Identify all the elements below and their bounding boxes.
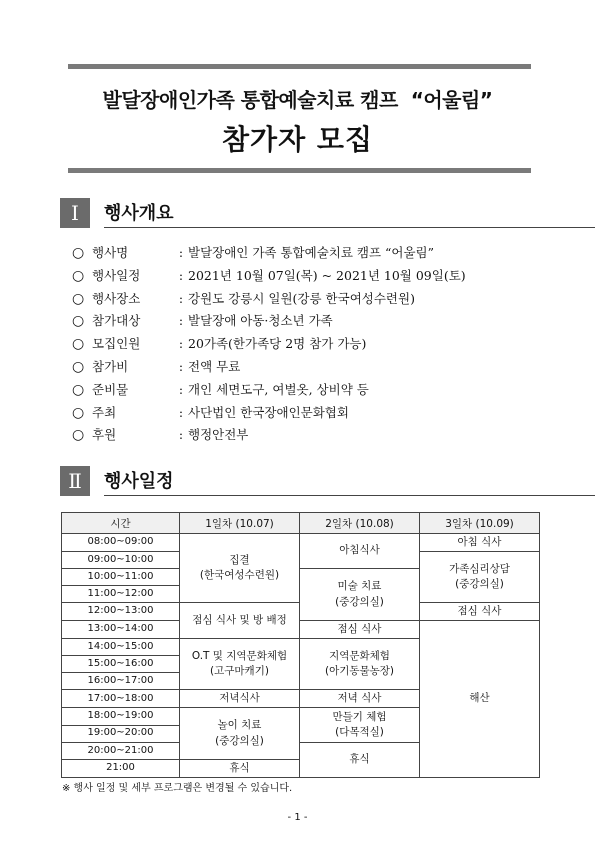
time-cell: 10:00~11:00 — [62, 569, 180, 586]
day1-ot — [180, 639, 300, 690]
event-name: 가족심리상담 — [449, 562, 510, 575]
section-title: 행사개요 — [104, 203, 174, 224]
time-cell: 13:00~14:00 — [62, 621, 180, 639]
event-name: 미술 치료 — [337, 580, 382, 593]
table-row — [62, 621, 540, 639]
overview-value: 사단법인 한국장애인문화협회 — [188, 404, 349, 420]
circle-bullet-icon: ○ — [72, 336, 85, 353]
overview-item — [72, 333, 542, 356]
overview-value: 발달장애 아동·청소년 가족 — [188, 313, 333, 329]
page-number: - 1 - — [287, 812, 308, 823]
overview-key: 참가대상 — [92, 313, 141, 329]
colon: : — [178, 267, 184, 283]
circle-bullet-icon: ○ — [72, 381, 85, 398]
time-cell: 15:00~16:00 — [62, 656, 180, 673]
schedule-note: ※ 행사 일정 및 세부 프로그램은 변경될 수 있습니다. — [62, 783, 293, 794]
header-time: 시간 — [62, 513, 180, 534]
day2-making — [300, 708, 420, 743]
colon: : — [178, 404, 184, 420]
day1-rest: 휴식 — [180, 760, 300, 778]
time-cell: 19:00~20:00 — [62, 725, 180, 742]
time-cell: 21:00 — [62, 760, 180, 778]
event-place: (중강의실) — [335, 595, 384, 608]
time-cell: 20:00~21:00 — [62, 742, 180, 759]
overview-item — [72, 424, 542, 447]
title-bottom-bar — [68, 168, 531, 173]
table-row — [62, 534, 540, 552]
event-name: 집결 — [229, 553, 250, 566]
overview-value: 개인 세면도구, 여벌옷, 상비약 등 — [188, 381, 369, 397]
time-cell: 14:00~15:00 — [62, 639, 180, 656]
day1-lunch: 점심 식사 및 방 배정 — [180, 603, 300, 639]
colon: : — [178, 336, 184, 352]
event-place: (중강의실) — [215, 734, 264, 747]
page-subtitle: 참가자 모집 — [222, 123, 373, 156]
time-cell: 09:00~10:00 — [62, 551, 180, 568]
circle-bullet-icon: ○ — [72, 358, 85, 375]
day3-breakfast: 아침 식사 — [420, 534, 540, 552]
day2-rest: 휴식 — [300, 742, 420, 777]
overview-key: 주최 — [92, 404, 117, 420]
overview-key: 준비물 — [92, 381, 129, 397]
day2-culture — [300, 639, 420, 690]
overview-value: 전액 무료 — [188, 358, 241, 374]
header-day3: 3일차 (10.09) — [420, 513, 540, 534]
overview-key: 행사일정 — [92, 267, 141, 283]
section-rule — [104, 227, 595, 228]
overview-key: 모집인원 — [92, 336, 141, 352]
circle-bullet-icon: ○ — [72, 267, 85, 284]
header-day2: 2일차 (10.08) — [300, 513, 420, 534]
time-cell: 08:00~09:00 — [62, 534, 180, 552]
colon: : — [178, 290, 184, 306]
title-top-bar — [68, 64, 531, 69]
colon: : — [178, 313, 184, 329]
overview-item — [72, 356, 542, 379]
overview-value: 20가족(한가족당 2명 참가 가능) — [188, 336, 367, 352]
colon: : — [178, 427, 184, 443]
time-cell: 17:00~18:00 — [62, 690, 180, 708]
day3-counsel — [420, 551, 540, 602]
day2-lunch: 점심 식사 — [300, 621, 420, 639]
circle-bullet-icon: ○ — [72, 427, 85, 444]
overview-key: 행사장소 — [92, 290, 141, 306]
circle-bullet-icon: ○ — [72, 313, 85, 330]
section-number-box: Ⅱ — [60, 466, 90, 496]
time-cell: 12:00~13:00 — [62, 603, 180, 621]
day2-dinner: 저녁 식사 — [300, 690, 420, 708]
day2-art — [300, 569, 420, 621]
overview-item — [72, 288, 542, 311]
overview-value: 행정안전부 — [188, 427, 249, 443]
event-name: 지역문화체험 — [329, 649, 390, 662]
overview-item — [72, 310, 542, 333]
overview-key: 참가비 — [92, 358, 129, 374]
day1-play — [180, 708, 300, 760]
circle-bullet-icon: ○ — [72, 404, 85, 421]
overview-key: 후원 — [92, 427, 117, 443]
day1-dinner: 저녁식사 — [180, 690, 300, 708]
time-cell: 11:00~12:00 — [62, 586, 180, 603]
event-name: 놀이 치료 — [217, 719, 262, 732]
section-title: 행사일정 — [104, 471, 174, 492]
overview-value: 발달장애인 가족 통합예술치료 캠프 “어울림” — [188, 245, 435, 260]
overview-item — [72, 265, 542, 288]
day3-dismiss: 해산 — [420, 621, 540, 778]
colon: : — [178, 358, 184, 374]
overview-list — [72, 242, 542, 447]
circle-bullet-icon: ○ — [72, 245, 85, 261]
circle-bullet-icon: ○ — [72, 290, 85, 307]
event-place: (중강의실) — [455, 578, 504, 591]
event-place: (아기동물농장) — [324, 665, 395, 678]
time-cell: 16:00~17:00 — [62, 673, 180, 690]
header-day1: 1일차 (10.07) — [180, 513, 300, 534]
overview-value: 2021년 10월 07일(목) ~ 2021년 10월 09일(토) — [188, 267, 466, 283]
event-place: (다목적실) — [335, 726, 384, 739]
day2-breakfast: 아침식사 — [300, 534, 420, 569]
colon: : — [178, 381, 184, 397]
overview-value: 강원도 강릉시 일원(강릉 한국여성수련원) — [188, 290, 415, 306]
page-title: 발달장애인가족 통합예술치료 캠프 “어울림” — [102, 88, 493, 112]
event-name: O.T 및 지역문화체험 — [191, 649, 288, 662]
event-place: (한국여성수련원) — [199, 569, 280, 582]
overview-item — [72, 402, 542, 425]
overview-item — [72, 379, 542, 402]
overview-key: 행사명 — [92, 245, 129, 260]
day3-lunch: 점심 식사 — [420, 603, 540, 621]
day1-gathering — [180, 534, 300, 603]
colon: : — [178, 245, 184, 260]
event-place: (고구마캐기) — [210, 665, 269, 678]
section-number-box: Ⅰ — [60, 198, 90, 228]
section-rule — [104, 495, 595, 496]
event-name: 만들기 체험 — [332, 710, 387, 723]
table-header-row — [62, 513, 540, 534]
time-cell: 18:00~19:00 — [62, 708, 180, 725]
schedule-table — [61, 512, 540, 778]
overview-item — [72, 242, 542, 265]
